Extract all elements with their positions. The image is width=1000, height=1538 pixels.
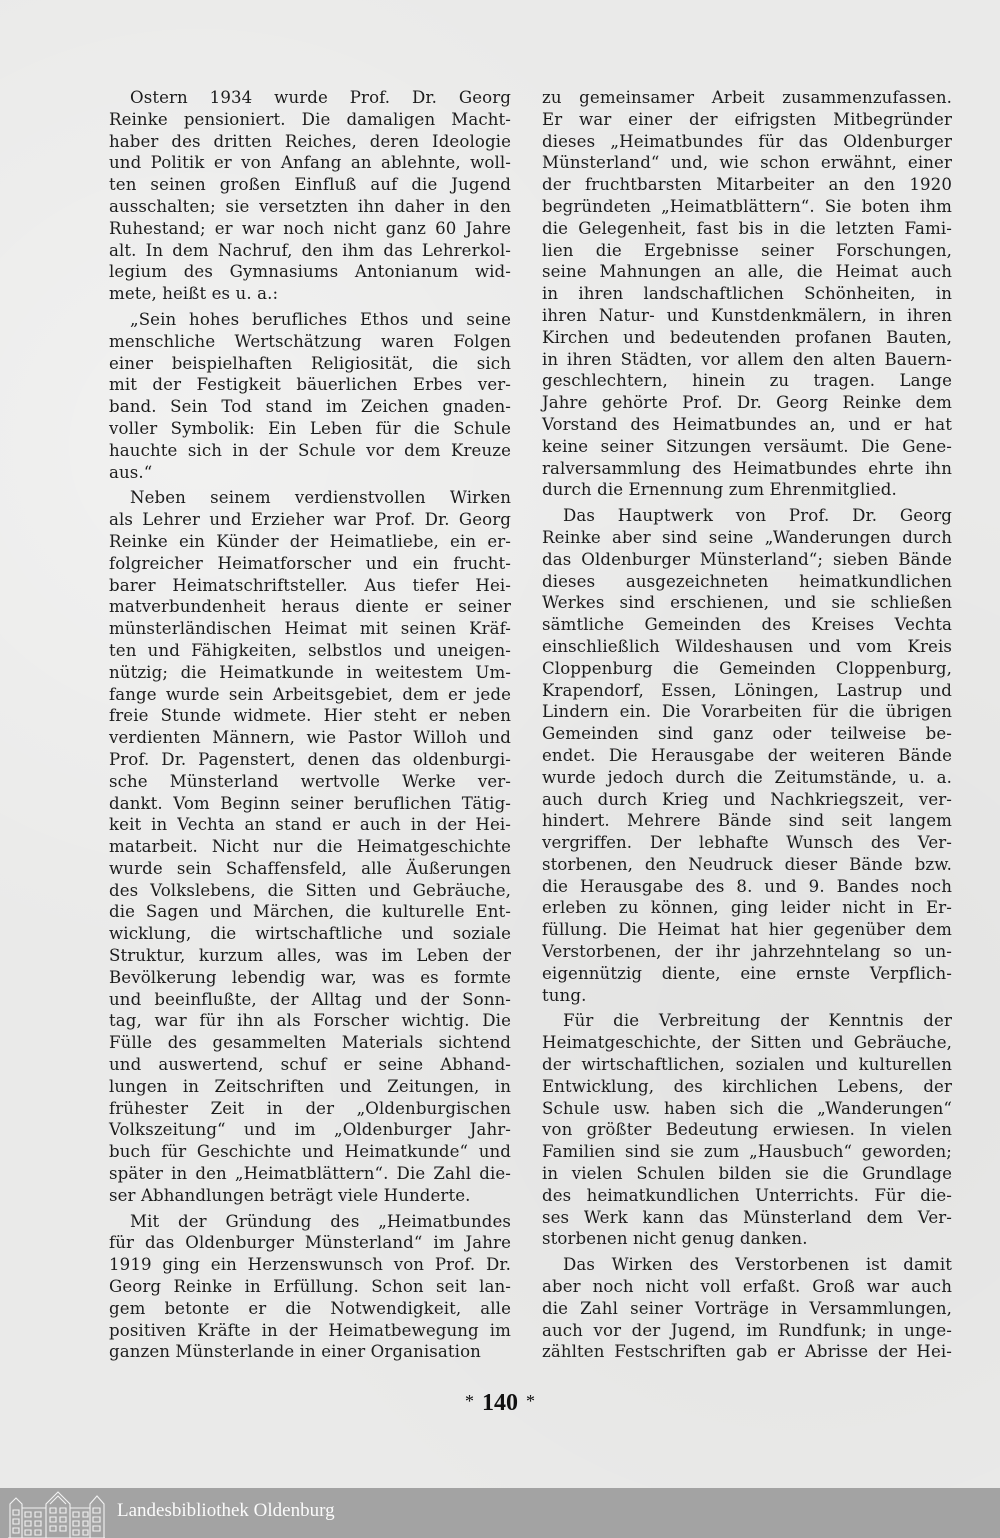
text-line: menschliche Wertschätzung waren Folgen: [109, 331, 511, 351]
footer-bar: [0, 1488, 1000, 1538]
text-line: ganzen Münsterlande in einer Organisation: [109, 1342, 481, 1362]
text-line: wurde jedoch durch die Zeitumstände, u. a.: [542, 767, 952, 787]
text-line: Mit der Gründung des „Heimatbundes: [130, 1211, 511, 1231]
text-line: nützig; die Heimatkunde in weitestem Um-: [109, 662, 511, 682]
text-line: Volkszeitung“ und im „Oldenburger Jahr-: [109, 1120, 511, 1140]
text-line: erleben zu können, ging leider nicht in Er-: [542, 898, 952, 918]
text-line: Er war einer der eifrigsten Mitbegründer: [542, 109, 952, 129]
text-line: die Gelegenheit, fast bis in die letzten Fami-: [542, 218, 952, 238]
text-line: ses Werk kann das Münsterland dem Ver-: [542, 1207, 952, 1227]
text-line: Reinke aber sind seine „Wanderungen durch: [542, 527, 952, 547]
text-line: Cloppenburg die Gemeinden Cloppenburg,: [542, 658, 952, 678]
text-line: positiven Kräfte in der Heimatbewegung im: [109, 1320, 511, 1340]
text-line: Kirchen und bedeutenden profanen Bauten,: [542, 327, 952, 347]
text-line: Werkes sind erschienen, und sie schließen: [542, 593, 952, 613]
text-line: Fülle des gesammelten Materials sichtend: [109, 1033, 511, 1053]
paragraph: [542, 87, 952, 501]
text-line: frühester Zeit in der „Oldenburgischen: [109, 1098, 511, 1118]
text-line: und beeinflußte, der Alltag und der Sonn-: [109, 989, 511, 1009]
text-line: Bevölkerung lebendig war, was es formte: [109, 967, 511, 987]
paragraph: [109, 1211, 511, 1364]
text-line: ten seinen großen Einfluß auf die Jugend: [109, 175, 511, 195]
text-line: begründeten „Heimatblättern“. Sie boten ihm: [542, 196, 952, 216]
left-column: [109, 87, 511, 1363]
text-line: haber des dritten Reiches, deren Ideologie: [109, 131, 511, 151]
text-line: Für die Verbreitung der Kenntnis der: [563, 1011, 952, 1031]
text-line: einschließlich Wildeshausen und vom Kreis: [542, 636, 952, 656]
text-line: zählten Festschriften gab er Abrisse der Hei-: [542, 1342, 952, 1362]
text-line: Das Wirken des Verstorbenen ist damit: [563, 1255, 952, 1275]
text-line: in ihren Städten, vor allem den alten Bauern-: [542, 349, 952, 369]
text-line: tag, war für ihn als Forscher wichtig. Die: [109, 1011, 511, 1031]
text-line: keine seiner Sitzungen versäumt. Die Gene-: [542, 436, 952, 456]
ornament-star-right: *: [526, 1391, 535, 1411]
text-line: matverbundenheit heraus diente er seiner: [109, 597, 511, 617]
text-line: münsterländischen Heimat mit seinen Kräf-: [109, 619, 511, 639]
text-line: Prof. Dr. Pagenstert, denen das oldenburgi-: [109, 749, 511, 769]
text-line: in vielen Schulen bilden sie die Grundlage: [542, 1164, 952, 1184]
paragraph: [109, 487, 511, 1206]
text-line: zu gemeinsamer Arbeit zusammenzufassen.: [542, 88, 952, 107]
text-line: ihren Natur- und Kunstdenkmälern, in ihren: [542, 305, 952, 325]
text-line: hindert. Mehrere Bände sind seit langem: [542, 811, 952, 831]
text-line: Struktur, kurzum alles, was im Leben der: [109, 946, 511, 966]
text-line: auch vor der Jugend, im Rundfunk; in unge-: [542, 1320, 952, 1340]
text-line: Lindern ein. Die Vorarbeiten für die übrigen: [542, 702, 952, 722]
paragraph: [109, 309, 511, 483]
text-line: Vorstand des Heimatbundes an, und er hat: [542, 414, 952, 434]
text-line: ser Abhandlungen beträgt viele Hunderte.: [109, 1185, 471, 1205]
text-line: in ihren landschaftlichen Schönheiten, in: [542, 284, 952, 304]
text-line: aber noch nicht voll erfaßt. Groß war auch: [542, 1277, 952, 1297]
text-line: barer Heimatschriftsteller. Aus tiefer Hei-: [109, 575, 511, 595]
page-number: [0, 1390, 1000, 1417]
text-line: „Sein hohes berufliches Ethos und seine: [130, 309, 511, 329]
text-line: und auswertend, schuf er seine Abhand-: [109, 1055, 511, 1075]
text-line: füllung. Die Heimat hat hier gegenüber dem: [542, 920, 952, 940]
text-line: ten und Fähigkeiten, selbstlos und uneigen-: [109, 640, 511, 660]
library-building-icon: [6, 1490, 106, 1538]
text-line: Neben seinem verdienstvollen Wirken: [130, 488, 511, 508]
text-line: hauchte sich in der Schule vor dem Kreuze: [109, 440, 511, 460]
text-line: lungen in Zeitschriften und Zeitungen, in: [109, 1076, 511, 1096]
text-line: Schule usw. haben sich die „Wanderungen“: [542, 1098, 952, 1118]
text-line: fange wurde sein Arbeitsgebiet, dem er jede: [109, 684, 511, 704]
text-line: Heimatgeschichte, der Sitten und Gebräuche,: [542, 1033, 952, 1053]
text-line: der fruchtbarsten Mitarbeiter an den 1920: [542, 175, 952, 195]
text-line: verdienten Männern, wie Pastor Willoh und: [109, 728, 511, 748]
text-line: dankt. Vom Beginn seiner beruflichen Tätig-: [109, 793, 511, 813]
text-line: geschlechtern, hinein zu tragen. Lange: [542, 371, 952, 391]
ornament-star-left: *: [465, 1391, 474, 1411]
text-line: auch durch Krieg und Nachkriegszeit, ver-: [542, 789, 952, 809]
text-line: folgreicher Heimatforscher und ein frucht-: [109, 553, 511, 573]
text-line: vergriffen. Der lebhafte Wunsch des Ver-: [542, 833, 952, 853]
text-line: gem betonte er die Notwendigkeit, alle: [109, 1298, 511, 1318]
text-line: der wirtschaftlichen, sozialen und kulturellen: [542, 1055, 952, 1075]
text-line: seine Mahnungen an alle, die Heimat auch: [542, 262, 952, 282]
text-line: einer beispielhaften Religiosität, die sich: [109, 353, 511, 373]
text-line: des heimatkundlichen Unterrichts. Für die-: [542, 1185, 952, 1205]
text-line: durch die Ernennung zum Ehrenmitglied.: [542, 480, 897, 500]
text-line: Verstorbenen, der ihr jahrzehntelang so un-: [542, 942, 952, 962]
text-line: und Politik er von Anfang an ablehnte, woll-: [109, 153, 511, 173]
text-line: Krapendorf, Essen, Löningen, Lastrup und: [542, 680, 952, 700]
text-line: endet. Die Herausgabe der weiteren Bände: [542, 745, 952, 765]
text-line: ausschalten; sie versetzten ihn daher in den: [109, 196, 511, 216]
text-line: Reinke pensioniert. Die damaligen Macht-: [109, 109, 511, 129]
text-line: mit der Festigkeit bäuerlichen Erbes ver-: [109, 375, 511, 395]
page-number-value: 140: [482, 1390, 518, 1416]
text-line: tung.: [542, 985, 587, 1005]
text-line: die Herausgabe des 8. und 9. Bandes noch: [542, 876, 952, 896]
text-line: des Volkslebens, die Sitten und Gebräuche,: [109, 880, 511, 900]
text-line: Reinke ein Künder der Heimatliebe, ein er-: [109, 531, 511, 551]
text-line: voller Symbolik: Ein Leben für die Schule: [109, 418, 511, 438]
text-line: alt. In dem Nachruf, den ihm das Lehrerkol-: [109, 240, 511, 260]
text-line: sämtliche Gemeinden des Kreises Vechta: [542, 615, 952, 635]
text-line: matarbeit. Nicht nur die Heimatgeschichte: [109, 837, 511, 857]
text-line: storbenen nicht genug danken.: [542, 1229, 808, 1249]
text-line: wicklung, die wirtschaftliche und soziale: [109, 924, 511, 944]
text-line: lien die Ergebnisse seiner Forschungen,: [542, 240, 952, 260]
text-line: Ruhestand; er war noch nicht ganz 60 Jahre: [109, 218, 511, 238]
text-line: Ostern 1934 wurde Prof. Dr. Georg: [130, 88, 511, 107]
text-line: Entwicklung, des kirchlichen Lebens, der: [542, 1076, 952, 1096]
text-line: später in den „Heimatblättern“. Die Zahl die-: [109, 1164, 511, 1184]
text-line: storbenen, den Neudruck dieser Bände bzw.: [542, 854, 952, 874]
paragraph: [542, 505, 952, 1006]
text-line: die Sagen und Märchen, die kulturelle Ent-: [109, 902, 511, 922]
text-line: sche Münsterland wertvolle Werke ver-: [109, 771, 511, 791]
text-line: Gemeinden sind ganz oder teilweise be-: [542, 724, 952, 744]
text-line: dieses ausgezeichneten heimatkundlichen: [542, 571, 952, 591]
text-line: dieses „Heimatbundes für das Oldenburger: [542, 131, 952, 151]
text-line: Familien sind sie zum „Hausbuch“ geworden;: [542, 1142, 952, 1162]
text-line: ralversammlung des Heimatbundes ehrte ihn: [542, 458, 952, 478]
text-line: 1919 ging ein Herzenswunsch von Prof. Dr.: [109, 1255, 511, 1275]
text-line: buch für Geschichte und Heimatkunde“ und: [109, 1142, 511, 1162]
text-line: für das Oldenburger Münsterland“ im Jahre: [109, 1233, 511, 1253]
paragraph: [542, 1254, 952, 1363]
text-line: wurde sein Schaffensfeld, alle Äußerungen: [109, 858, 511, 878]
text-line: legium des Gymnasiums Antonianum wid-: [109, 262, 511, 282]
right-column: [542, 87, 952, 1363]
text-line: Münsterland“ und, wie schon erwähnt, einer: [542, 153, 952, 173]
text-line: Georg Reinke in Erfüllung. Schon seit lan-: [109, 1277, 511, 1297]
text-line: band. Sein Tod stand im Zeichen gnaden-: [109, 397, 511, 417]
paragraph: [109, 87, 511, 305]
paragraph: [542, 1010, 952, 1250]
text-line: die Zahl seiner Vorträge in Versammlungen,: [542, 1298, 952, 1318]
text-line: eigennützig diente, eine ernste Verpflich-: [542, 963, 952, 983]
text-line: von größter Bedeutung erwiesen. In vielen: [542, 1120, 952, 1140]
text-line: keit in Vechta an stand er auch in der Hei-: [109, 815, 511, 835]
text-line: freie Stunde widmete. Hier steht er neben: [109, 706, 511, 726]
text-line: Jahre gehörte Prof. Dr. Georg Reinke dem: [542, 393, 952, 413]
text-line: aus.“: [109, 462, 153, 482]
library-name: Landesbibliothek Oldenburg: [117, 1500, 335, 1521]
text-line: das Oldenburger Münsterland“; sieben Bände: [542, 549, 952, 569]
text-line: mete, heißt es u. a.:: [109, 284, 279, 304]
text-line: als Lehrer und Erzieher war Prof. Dr. Georg: [109, 510, 511, 530]
text-line: Das Hauptwerk von Prof. Dr. Georg: [563, 506, 952, 526]
